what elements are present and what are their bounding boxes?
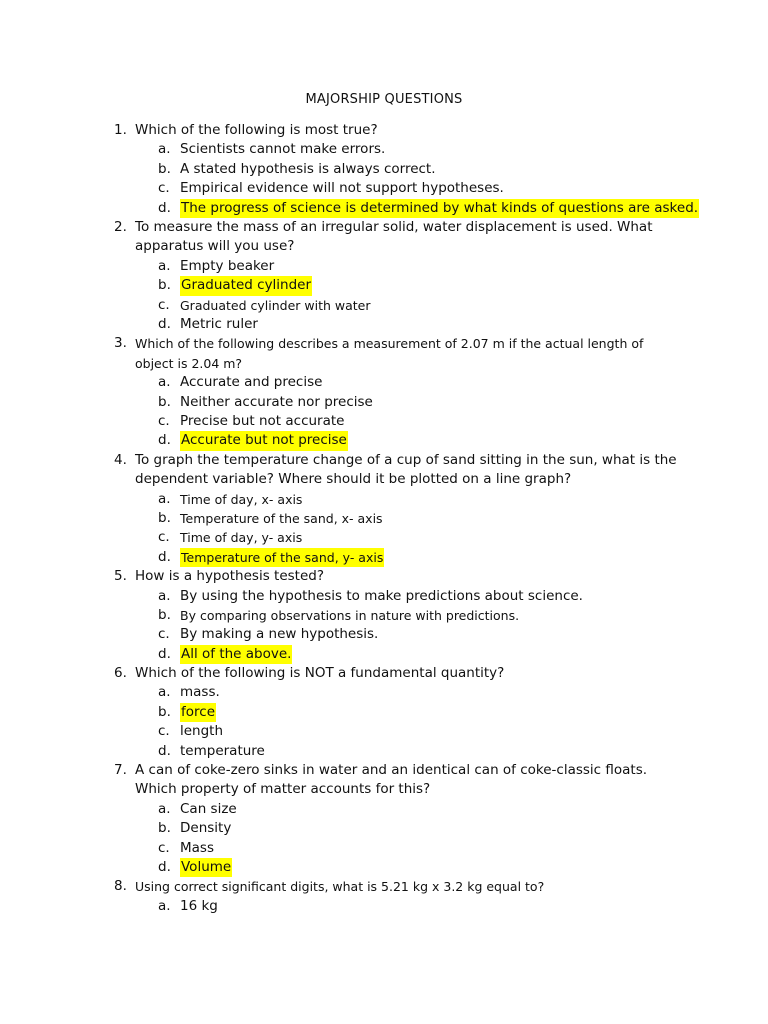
option-letter: c. <box>158 839 170 856</box>
question-text: A can of coke-zero sinks in water and an identical can of coke-classic floats. Which property of matter accounts for this? <box>135 762 648 798</box>
question-number: 8. <box>114 878 127 895</box>
option-letter: d. <box>158 199 171 216</box>
option-letter: b. <box>158 703 171 720</box>
option-text: Empirical evidence will not support hypotheses. <box>180 180 504 197</box>
option-text: Empty beaker <box>180 257 275 274</box>
question-number: 7. <box>114 762 127 779</box>
question-text: To measure the mass of an irregular solid, water displacement is used. What apparatus will you use? <box>135 218 653 255</box>
question-number: 3. <box>114 335 127 352</box>
answer-option <box>0 296 768 315</box>
option-letter: a. <box>158 257 171 274</box>
option-letter: b. <box>158 820 171 837</box>
option-letter: a. <box>158 800 171 817</box>
question-number: 4. <box>114 451 127 468</box>
answer-option <box>0 160 768 179</box>
option-letter: d. <box>158 742 171 759</box>
option-letter: b. <box>158 606 171 623</box>
highlighted-answer: Temperature of the sand, y- axis <box>180 548 384 567</box>
option-letter: d. <box>158 645 171 662</box>
highlighted-answer: Accurate but not precise <box>180 431 348 450</box>
highlighted-answer: All of the above. <box>180 645 292 664</box>
question-text: Using correct significant digits, what is 5.21 kg x 3.2 kg equal to? <box>135 879 545 895</box>
option-letter: c. <box>158 412 170 429</box>
question-text: Which of the following is most true? <box>135 122 378 138</box>
answer-option <box>0 858 768 877</box>
answer-option <box>0 819 768 838</box>
option-text: Neither accurate nor precise <box>180 393 373 410</box>
option-letter: a. <box>158 141 171 158</box>
option-text: Time of day, x- axis <box>180 491 303 507</box>
question-number: 5. <box>114 568 127 585</box>
answer-option <box>0 179 768 198</box>
question-item <box>0 877 768 916</box>
answer-option <box>0 645 768 664</box>
answer-option <box>0 276 768 295</box>
highlighted-answer: The progress of science is determined by what kinds of questions are asked. <box>180 199 699 218</box>
question-list <box>0 121 768 916</box>
answer-option <box>0 683 768 702</box>
option-text: Time of day, y- axis <box>180 530 303 546</box>
option-text: By making a new hypothesis. <box>180 626 379 643</box>
option-text: mass. <box>180 684 220 701</box>
option-letter: b. <box>158 160 171 177</box>
option-letter: a. <box>158 490 171 507</box>
option-text: Density <box>180 820 232 837</box>
question-text: Which of the following describes a measurement of 2.07 m if the actual length of object is 2.04 m? <box>135 336 644 371</box>
answer-option <box>0 548 768 567</box>
highlighted-answer: Volume <box>180 858 232 877</box>
answer-option <box>0 393 768 412</box>
option-letter: a. <box>158 897 171 914</box>
answer-option <box>0 373 768 392</box>
option-letter: d. <box>158 548 171 565</box>
option-text: Mass <box>180 839 214 856</box>
answer-option <box>0 140 768 159</box>
answer-option <box>0 839 768 858</box>
option-letter: c. <box>158 180 170 197</box>
option-text: By using the hypothesis to make predictions about science. <box>180 587 583 604</box>
option-letter: b. <box>158 509 171 526</box>
option-text: 16 kg <box>180 897 218 914</box>
answer-option <box>0 703 768 722</box>
answer-option <box>0 606 768 625</box>
option-text: Metric ruler <box>180 315 258 332</box>
option-letter: d. <box>158 859 171 876</box>
option-text: Temperature of the sand, x- axis <box>180 510 383 526</box>
question-item <box>0 451 768 567</box>
question-number: 1. <box>114 122 127 138</box>
answer-option <box>0 587 768 606</box>
answer-option <box>0 625 768 644</box>
option-letter: a. <box>158 684 171 701</box>
answer-option <box>0 315 768 334</box>
option-letter: c. <box>158 723 170 740</box>
answer-option <box>0 431 768 450</box>
answer-option <box>0 742 768 761</box>
option-text: Precise but not accurate <box>180 412 345 429</box>
answer-option <box>0 722 768 741</box>
option-text: Accurate and precise <box>180 374 323 391</box>
option-letter: d. <box>158 432 171 449</box>
option-letter: d. <box>158 315 171 332</box>
answer-option <box>0 412 768 431</box>
option-letter: b. <box>158 277 171 294</box>
answer-option <box>0 490 768 509</box>
option-text: temperature <box>180 742 265 759</box>
question-text: To graph the temperature change of a cup of sand sitting in the sun, what is the dependent variable? Where should it be plotted on a line graph? <box>135 451 677 488</box>
answer-option <box>0 199 768 218</box>
question-item <box>0 218 768 334</box>
option-letter: a. <box>158 587 171 604</box>
option-text: Graduated cylinder with water <box>180 297 371 313</box>
page-title: MAJORSHIP QUESTIONS <box>305 92 463 107</box>
option-letter: a. <box>158 374 171 391</box>
question-item <box>0 334 768 450</box>
answer-option <box>0 509 768 528</box>
question-text: Which of the following is NOT a fundamental quantity? <box>135 665 505 682</box>
option-text: By comparing observations in nature with predictions. <box>180 607 520 623</box>
answer-option <box>0 528 768 547</box>
option-text: A stated hypothesis is always correct. <box>180 160 436 177</box>
question-text: How is a hypothesis tested? <box>135 568 324 585</box>
question-item <box>0 761 768 877</box>
question-number: 6. <box>114 665 127 682</box>
highlighted-answer: Graduated cylinder <box>180 276 312 295</box>
option-letter: c. <box>158 529 170 546</box>
option-text: length <box>180 723 224 740</box>
question-item <box>0 567 768 664</box>
option-letter: c. <box>158 296 170 313</box>
answer-option <box>0 257 768 276</box>
option-text: Scientists cannot make errors. <box>180 141 386 158</box>
answer-option <box>0 897 768 916</box>
option-text: Can size <box>180 800 237 817</box>
answer-option <box>0 800 768 819</box>
highlighted-answer: force <box>180 703 216 722</box>
question-item <box>0 664 768 761</box>
option-letter: b. <box>158 393 171 410</box>
question-item <box>0 121 768 218</box>
question-number: 2. <box>114 218 127 235</box>
option-letter: c. <box>158 626 170 643</box>
